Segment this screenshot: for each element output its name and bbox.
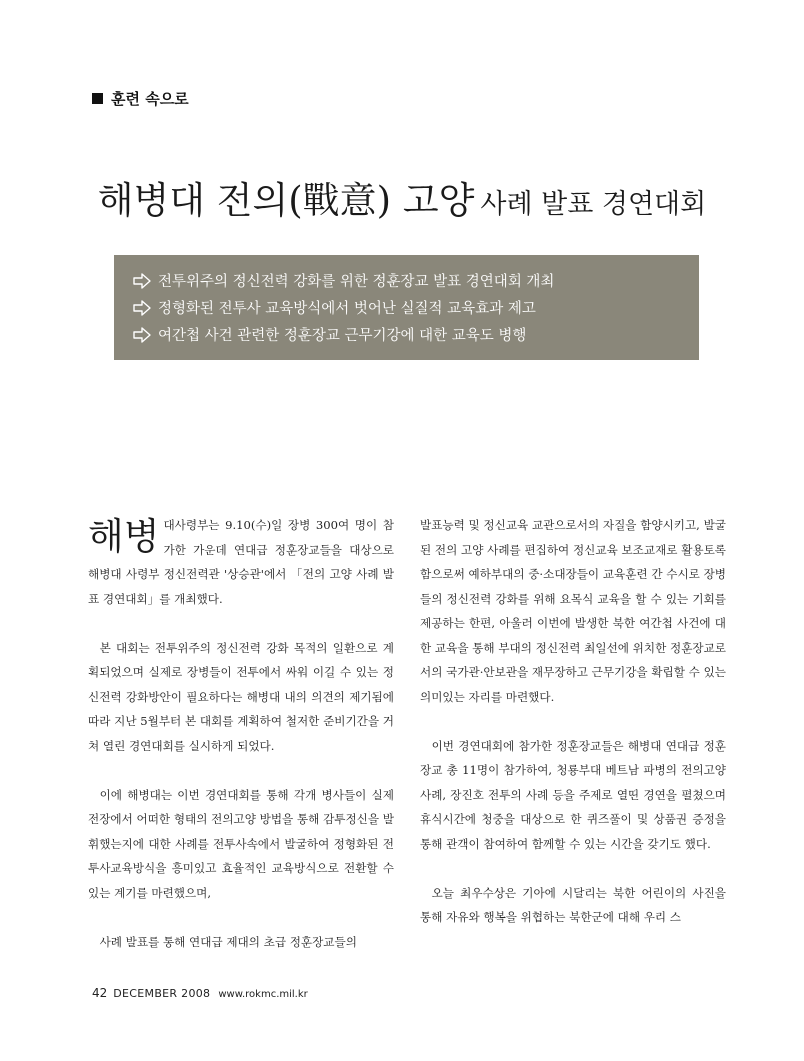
- issue-date: DECEMBER 2008: [113, 987, 211, 1000]
- outlined-arrow-icon: [132, 326, 152, 344]
- summary-item-text: 정형화된 전투사 교육방식에서 벗어난 실질적 교육효과 제고: [158, 301, 536, 317]
- section-label: [92, 88, 189, 109]
- drop-cap: 해병: [88, 515, 160, 558]
- article-title-main: 해병대 전의(戰意) 고양: [97, 179, 475, 222]
- body-paragraph: 사례 발표를 통해 연대급 제대의 초급 정훈장교들의: [99, 934, 357, 949]
- body-paragraph: 이에 해병대는 이번 경연대회를 통해 각개 병사들이 실제 전장에서 어떠한 형태의 전의고양 방법을 통해 감투정신을 발휘했는지에 대한 사례를 전투사속에서 발굴하여 정형화된 전투사교육방식을 흥미있고 효율적인 교육방식으로 전환할 수 있는 계기를 마련했으며,: [88, 787, 394, 900]
- body-paragraph: 발표능력 및 정신교육 교관으로서의 자질을 함양시키고, 발굴된 전의 고양 사례를 편집하여 정신교육 보조교재로 활용토록 함으로써 예하부대의 중·소대장들이 교육훈련 간 수시로 장병들의 정신전력 강화를 위해 요목식 교육을 할 수 있는 기회를 제공하는 한편, 아울러 이번에 발생한 북한 여간첩 사건에 대한 교육을 통해 부대의 정신전력 최일선에 위치한 정훈장교로서의 국가관·안보관을 재무장하고 근무기강을 확립할 수 있는 의미있는 자리를 마련했다.: [420, 518, 726, 704]
- summary-item: [132, 324, 699, 345]
- body-column-left: [88, 513, 394, 954]
- article-title-sub: 사례 발표 경연대회: [480, 189, 707, 220]
- body-paragraph: 오늘 최우수상은 기아에 시달리는 북한 어린이의 사진을 통해 자유와 행복을 위협하는 북한군에 대해 우리 스: [420, 885, 726, 924]
- body-column-right: [420, 513, 726, 930]
- summary-item-text: 전투위주의 정신전력 강화를 위한 정훈장교 발표 경연대회 개최: [158, 274, 555, 290]
- page-footer: [92, 986, 308, 1000]
- outlined-arrow-icon: [132, 299, 152, 317]
- summary-box: [114, 255, 699, 360]
- section-label-text: 훈련 속으로: [111, 90, 189, 108]
- body-paragraph-text: 대사령부는 9.10(수)일 장병 300여 명이 참가한 가운데 연대급 정훈장교들을 대상으로 해병대 사령부 정신전력관 '상승관'에서 「전의 고양 사례 발표 경연대회」를 개최했다.: [88, 518, 394, 606]
- body-paragraph: 본 대회는 전투위주의 정신전력 강화 목적의 일환으로 계획되었으며 실제로 장병들이 전투에서 싸워 이길 수 있는 정신전력 강화방안이 필요하다는 해병대 내의 의견의 제기됨에 따라 지난 5월부터 본 대회를 계획하여 철저한 준비기간을 거쳐 열린 경연대회를 실시하게 되었다.: [88, 640, 394, 753]
- outlined-arrow-icon: [132, 272, 152, 290]
- article-title: [0, 179, 804, 222]
- body-paragraph: [88, 513, 394, 611]
- page-number: 42: [92, 986, 108, 1000]
- website-url: www.rokmc.mil.kr: [218, 989, 308, 1000]
- summary-item: [132, 297, 699, 318]
- body-paragraph: 이번 경연대회에 참가한 정훈장교들은 해병대 연대급 정훈장교 총 11명이 참가하여, 청룡부대 베트남 파병의 전의고양사례, 장진호 전투의 사례 등을 주제로 열띤 경연을 펼쳤으며 휴식시간에 청중을 대상으로 한 퀴즈풀이 및 상품권 증정을 통해 관객이 참여하여 함께할 수 있는 시간을 갖기도 했다.: [420, 738, 726, 851]
- black-square-icon: [92, 93, 103, 104]
- summary-item: [132, 270, 699, 291]
- summary-item-text: 여간첩 사건 관련한 정훈장교 근무기강에 대한 교육도 병행: [158, 328, 527, 344]
